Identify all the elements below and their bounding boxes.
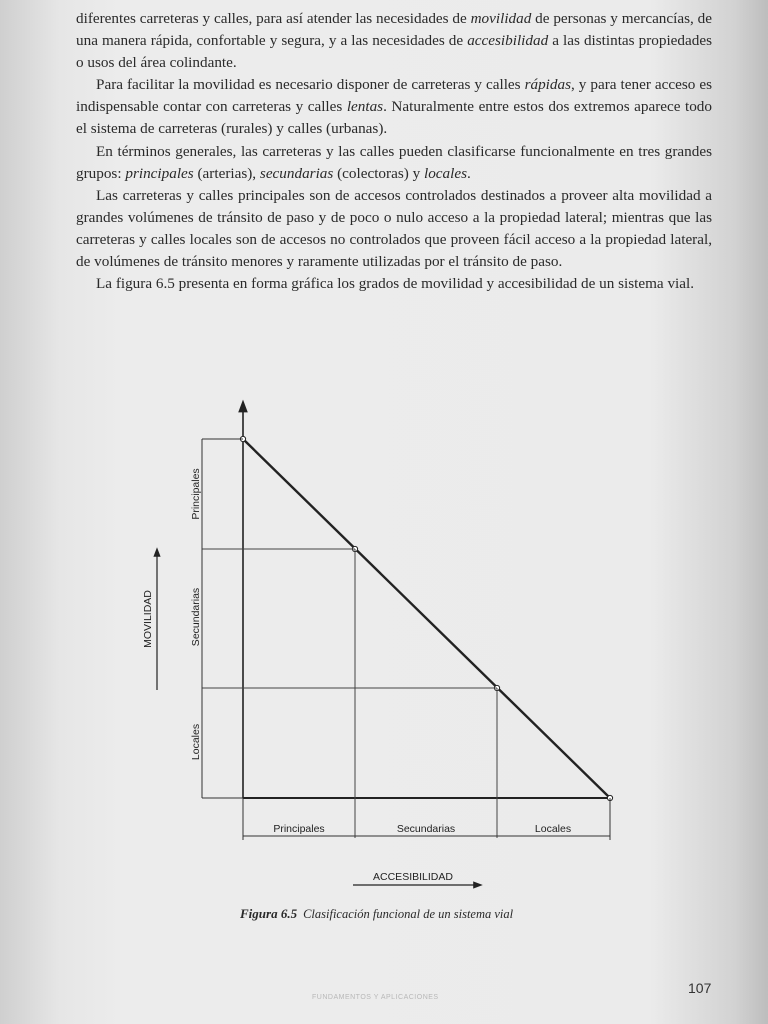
paragraph-4: Las carreteras y calles principales son de accesos controlados destinados a proveer alta movilidad a grandes volúmenes de tránsito de paso y de poco o nulo acceso a la propiedad lateral; mientras que las carreteras y calles locales son de accesos no controlados que proveen fácil acceso a la propiedad lateral, de volúmenes de tránsito menores y raramente utilizadas por el tránsito de paso. bbox=[76, 186, 712, 271]
x-label-principales: Principales bbox=[273, 823, 325, 835]
caption-number: Figura 6.5 bbox=[240, 906, 298, 921]
p3-term-locales: locales bbox=[423, 164, 468, 182]
p3-text-e: (colectoras) y bbox=[333, 164, 424, 182]
x-axis-label: ACCESIBILIDAD bbox=[373, 871, 453, 883]
p3-term-principales: principales bbox=[125, 164, 194, 182]
p3-text-g: . bbox=[467, 164, 471, 182]
p1-text-e: a las distintas propiedades o usos del área colindante. bbox=[76, 32, 712, 72]
x-label-secundarias: Secundarias bbox=[396, 823, 456, 835]
p3-text-c: (arterias), bbox=[193, 164, 260, 182]
p3-text-a: En términos generales, las carreteras y las calles pueden clasificarse funcionalmente en tres grandes grupos: bbox=[76, 142, 712, 182]
p2-text-c: , y para tener acceso es indispensable contar con carreteras y calles bbox=[76, 76, 713, 116]
x-label-locales: Locales bbox=[534, 823, 572, 835]
caption-text: Clasificación funcional de un sistema vial bbox=[303, 907, 514, 921]
p1-text-a: diferentes carreteras y calles, para así atender las necesidades de bbox=[76, 10, 471, 27]
running-footer: FUNDAMENTOS Y APLICACIONES bbox=[312, 994, 439, 1001]
p2-text-e: . Naturalmente entre estos dos extremos aparece todo el sistema de carreteras (rurales) y calles (urbanas). bbox=[76, 98, 712, 138]
y-axis-label: MOVILIDAD bbox=[142, 590, 154, 648]
p1-term-accesibilidad: accesibilidad bbox=[467, 32, 549, 50]
p2-text-a: Para facilitar la movilidad es necesario disponer de carreteras y calles bbox=[96, 76, 525, 94]
classification-diagonal bbox=[243, 439, 610, 798]
figure-caption bbox=[240, 906, 560, 922]
p1-term-movilidad: movilidad bbox=[470, 10, 532, 27]
p2-term-lentas: lentas bbox=[346, 98, 384, 116]
p3-term-secundarias: secundarias bbox=[259, 164, 334, 182]
y-label-locales: Locales bbox=[190, 723, 202, 761]
page-number: 107 bbox=[688, 980, 712, 996]
paragraph-5: La figura 6.5 presenta en forma gráfica los grados de movilidad y accesibilidad de un sistema vial. bbox=[96, 275, 695, 293]
p1-text-c: de personas y mercancías, de una manera rápida, confortable y segura, y a las necesidades de bbox=[76, 10, 712, 50]
y-label-principales: Principales bbox=[190, 468, 202, 520]
p2-term-rapidas: rápidas bbox=[524, 76, 571, 94]
y-label-secundarias: Secundarias bbox=[190, 587, 202, 647]
